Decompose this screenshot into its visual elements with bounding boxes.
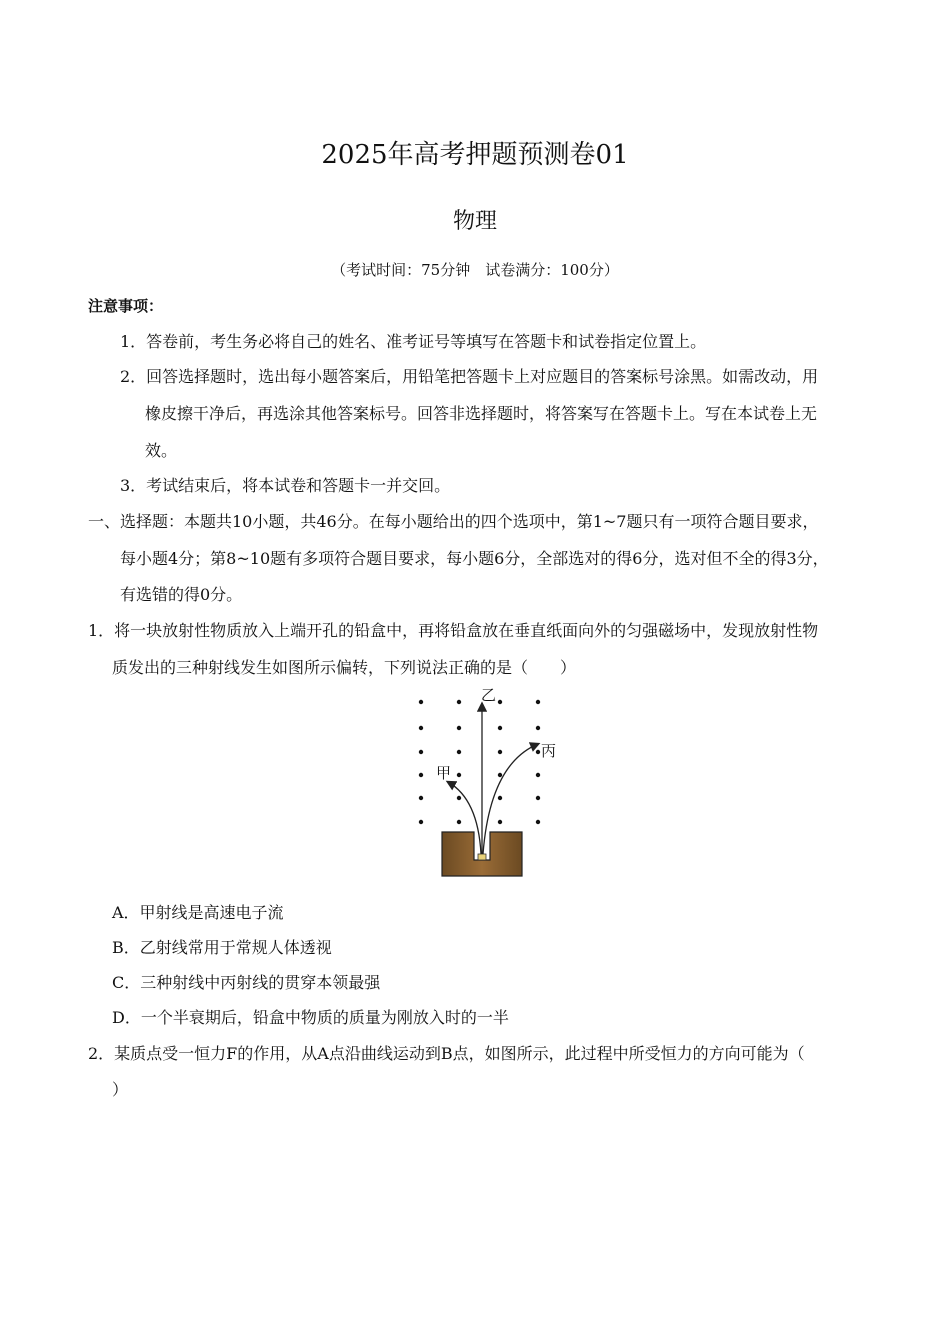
question-1-option-c: C．三种射线中丙射线的贯穿本领最强	[112, 973, 381, 992]
radioactive-source	[478, 854, 486, 860]
notice-item-3: 3．考试结束后，将本试卷和答题卡一并交回。	[120, 476, 451, 495]
notice-heading: 注意事项：	[88, 297, 164, 315]
question-1-line-1: 1．将一块放射性物质放入上端开孔的铅盒中，再将铅盒放在垂直纸面向外的匀强磁场中，发现放射性物	[88, 621, 819, 640]
exam-meta: （考试时间：75分钟 试卷满分：100分）	[331, 261, 619, 279]
question-2-line-1: 2．某质点受一恒力F的作用，从A点沿曲线运动到B点，如图所示，此过程中所受恒力的方向可能为（	[88, 1044, 805, 1063]
page-title: 2025年高考押题预测卷01	[321, 140, 629, 170]
radiation-deflection-figure	[408, 684, 568, 880]
notice-item-2-line-3: 效。	[145, 441, 178, 460]
notice-item-1: 1．答卷前，考生务必将自己的姓名、准考证号等填写在答题卡和试卷指定位置上。	[120, 332, 707, 351]
question-2-line-2: ）	[112, 1080, 129, 1099]
label-yi: 乙	[481, 686, 497, 704]
section-1-line-3: 有选错的得0分。	[120, 585, 243, 604]
section-1-line-2: 每小题4分；第8~10题有多项符合题目要求，每小题6分，全部选对的得6分，选对但不全的得3分，	[120, 549, 829, 568]
question-1-line-2: 质发出的三种射线发生如图所示偏转，下列说法正确的是（ ）	[112, 658, 577, 677]
subject-title: 物理	[452, 209, 497, 234]
label-jia: 甲	[436, 764, 452, 782]
label-bing: 丙	[541, 742, 557, 760]
question-1-option-a: A．甲射线是高速电子流	[112, 903, 284, 922]
question-1-option-d: D．一个半衰期后，铅盒中物质的质量为刚放入时的一半	[112, 1008, 509, 1027]
section-1-line-1: 一、选择题：本题共10小题，共46分。在每小题给出的四个选项中，第1~7题只有一项符合题目要求，	[88, 512, 819, 531]
magnetic-field-dots	[419, 700, 540, 824]
notice-item-2-line-1: 2．回答选择题时，选出每小题答案后，用铅笔把答题卡上对应题目的答案标号涂黑。如需改动，用	[120, 367, 819, 386]
notice-item-2-line-2: 橡皮擦干净后，再选涂其他答案标号。回答非选择题时，将答案写在答题卡上。写在本试卷上无	[145, 404, 818, 423]
question-1-option-b: B．乙射线常用于常规人体透视	[112, 938, 332, 957]
